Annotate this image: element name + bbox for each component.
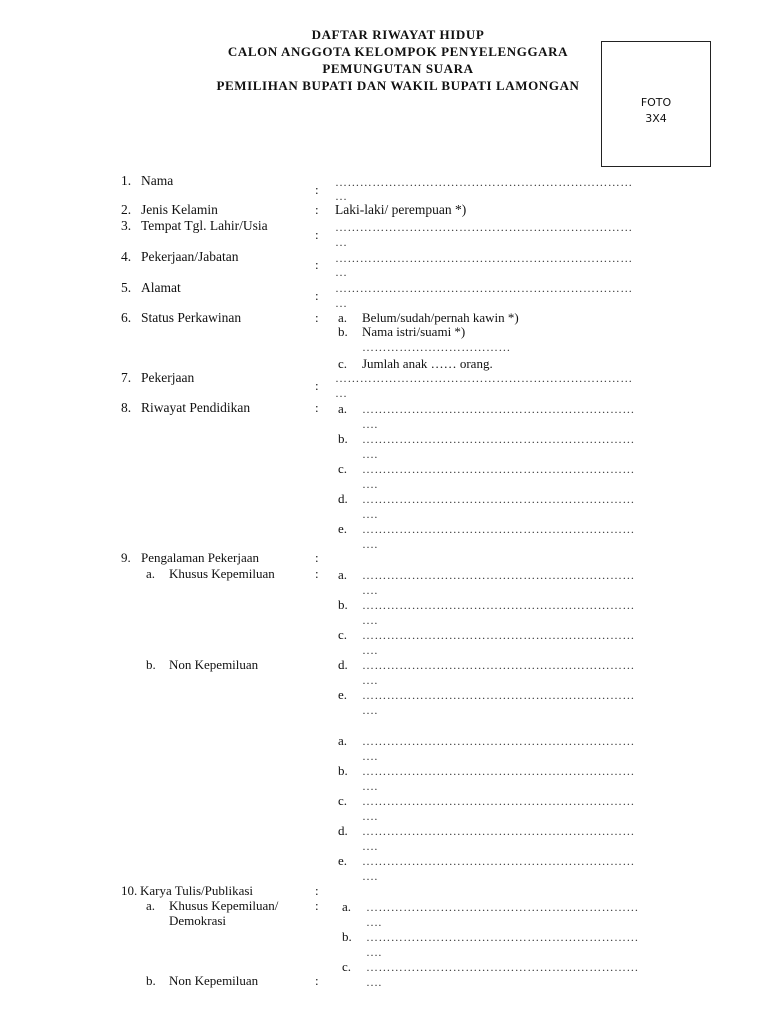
fill-line[interactable]: ……………………………… xyxy=(362,340,511,354)
fill-line[interactable]: ………………………………………………………… xyxy=(362,734,635,748)
colon: : xyxy=(315,973,319,988)
colon: : xyxy=(315,400,319,415)
fill-line[interactable]: ………………………………………………………… xyxy=(362,522,635,536)
colon: : xyxy=(315,288,319,303)
sub-letter: a. xyxy=(338,567,348,582)
colon: : xyxy=(315,898,319,913)
label-khusus-kepemiluan: Khusus Kepemiluan xyxy=(169,566,275,581)
fill-line[interactable]: ………………………………………………………… xyxy=(362,402,635,416)
photo-box xyxy=(601,41,711,167)
fill-line-tail: …. xyxy=(362,703,378,717)
sub-letter: b. xyxy=(338,763,348,778)
fill-line-tail: …. xyxy=(366,945,382,959)
label-non-kepemiluan: Non Kepemiluan xyxy=(169,973,259,988)
sub-letter: a. xyxy=(146,898,156,913)
sub-letter: c. xyxy=(338,793,348,808)
sub-letter: c. xyxy=(338,461,348,476)
colon: : xyxy=(315,378,319,393)
fill-line[interactable]: ………………………………………………………… xyxy=(366,930,639,944)
sub-letter: e. xyxy=(338,521,348,536)
colon: : xyxy=(315,227,319,242)
fill-line[interactable]: ………………………………………………………… xyxy=(366,960,639,974)
sub-letter: c. xyxy=(338,627,348,642)
item-number: 2. xyxy=(121,202,132,217)
colon: : xyxy=(315,550,319,565)
fill-line-tail: …. xyxy=(362,613,378,627)
status-option-marital[interactable]: Belum/sudah/pernah kawin *) xyxy=(362,310,519,325)
sub-letter: a. xyxy=(146,566,156,581)
fill-line-tail: … xyxy=(335,235,348,249)
label-ttl: Tempat Tgl. Lahir/Usia xyxy=(141,218,268,233)
colon: : xyxy=(315,202,319,217)
doc-subtitle-1: CALON ANGGOTA KELOMPOK PENYELENGGARA xyxy=(227,44,569,59)
label-karya-tulis: Karya Tulis/Publikasi xyxy=(140,883,254,898)
label-pekerjaan-jabatan: Pekerjaan/Jabatan xyxy=(141,249,239,264)
item-number: 4. xyxy=(121,249,132,264)
fill-line-tail: …. xyxy=(362,809,378,823)
fill-line[interactable]: ………………………………………………………… xyxy=(362,628,635,642)
fill-line-tail: … xyxy=(335,265,348,279)
sub-letter: b. xyxy=(146,973,156,988)
fill-line[interactable]: ……………………………………………………………… xyxy=(335,251,633,265)
fill-line-tail: …. xyxy=(362,779,378,793)
fill-line-tail: …. xyxy=(362,643,378,657)
colon: : xyxy=(315,257,319,272)
fill-line-tail: …. xyxy=(366,975,382,989)
sub-letter: c. xyxy=(338,356,348,371)
fill-line-tail: … xyxy=(335,386,348,400)
item-number: 5. xyxy=(121,280,132,295)
fill-line-tail: …. xyxy=(362,417,378,431)
status-option-spouse: Nama istri/suami *) xyxy=(362,324,466,339)
fill-line[interactable]: ………………………………………………………… xyxy=(362,824,635,838)
label-demokrasi: Demokrasi xyxy=(169,913,227,928)
item-number: 6. xyxy=(121,310,132,325)
item-number: 9. xyxy=(121,550,131,565)
sub-letter: e. xyxy=(338,853,348,868)
label-jenis-kelamin: Jenis Kelamin xyxy=(141,202,218,217)
fill-line[interactable]: ……………………………………………………………… xyxy=(335,281,633,295)
fill-line[interactable]: ………………………………………………………… xyxy=(362,462,635,476)
sub-letter: b. xyxy=(338,597,348,612)
sub-letter: d. xyxy=(338,657,348,672)
sub-letter: b. xyxy=(338,431,348,446)
fill-line-tail: …. xyxy=(362,869,378,883)
fill-line[interactable]: ………………………………………………………… xyxy=(362,854,635,868)
sub-letter: b. xyxy=(338,324,348,339)
fill-line-tail: … xyxy=(335,296,348,310)
sub-letter: a. xyxy=(342,899,352,914)
photo-size: 3X4 xyxy=(645,112,667,125)
fill-line-tail: …. xyxy=(362,507,378,521)
sub-letter: e. xyxy=(338,687,348,702)
fill-line[interactable]: ………………………………………………………… xyxy=(362,492,635,506)
label-nama: Nama xyxy=(141,173,174,188)
label-khusus-kepemiluan-demokrasi: Khusus Kepemiluan/ xyxy=(169,898,279,913)
colon: : xyxy=(315,310,319,325)
sub-letter: a. xyxy=(338,310,348,325)
sub-letter: a. xyxy=(338,401,348,416)
fill-line[interactable]: ………………………………………………………… xyxy=(362,598,635,612)
colon: : xyxy=(315,883,319,898)
photo-label: FOTO xyxy=(640,96,672,109)
doc-subtitle-3: PEMILIHAN BUPATI DAN WAKIL BUPATI LAMONGAN xyxy=(216,78,580,93)
fill-line-tail: …. xyxy=(362,477,378,491)
fill-line[interactable]: ………………………………………………………… xyxy=(362,688,635,702)
fill-line-tail: …. xyxy=(362,839,378,853)
doc-subtitle-2: PEMUNGUTAN SUARA xyxy=(322,61,474,76)
sub-letter: b. xyxy=(146,657,156,672)
fill-line-tail: …. xyxy=(362,749,378,763)
label-non-kepemiluan: Non Kepemiluan xyxy=(169,657,259,672)
item-number: 3. xyxy=(121,218,132,233)
label-pekerjaan: Pekerjaan xyxy=(141,370,195,385)
label-riwayat-pendidikan: Riwayat Pendidikan xyxy=(141,400,251,415)
fill-line[interactable]: ……………………………………………………………… xyxy=(335,175,633,189)
item-number: 8. xyxy=(121,400,132,415)
status-option-children[interactable]: Jumlah anak …… orang. xyxy=(362,356,493,371)
label-alamat: Alamat xyxy=(141,280,181,295)
colon: : xyxy=(315,182,319,197)
fill-line-tail: …. xyxy=(362,583,378,597)
fill-line[interactable]: ………………………………………………………… xyxy=(362,658,635,672)
item-number: 10. xyxy=(121,883,138,898)
fill-line[interactable]: ………………………………………………………… xyxy=(362,764,635,778)
fill-line[interactable]: ……………………………………………………………… xyxy=(335,220,633,234)
fill-line-tail: …. xyxy=(362,673,378,687)
fill-line-tail: … xyxy=(335,189,348,203)
fill-line[interactable]: ………………………………………………………… xyxy=(362,432,635,446)
label-pengalaman-pekerjaan: Pengalaman Pekerjaan xyxy=(141,550,260,565)
fill-line[interactable]: ………………………………………………………… xyxy=(362,794,635,808)
gender-options[interactable]: Laki-laki/ perempuan *) xyxy=(335,202,467,217)
fill-line-tail: …. xyxy=(366,915,382,929)
fill-line[interactable]: ………………………………………………………… xyxy=(362,568,635,582)
fill-line[interactable]: ………………………………………………………… xyxy=(366,900,639,914)
fill-line-tail: …. xyxy=(362,447,378,461)
sub-letter: b. xyxy=(342,929,352,944)
sub-letter: c. xyxy=(342,959,352,974)
colon: : xyxy=(315,566,319,581)
sub-letter: d. xyxy=(338,491,348,506)
fill-line[interactable]: ……………………………………………………………… xyxy=(335,371,633,385)
item-number: 7. xyxy=(121,370,132,385)
item-number: 1. xyxy=(121,173,132,188)
sub-letter: d. xyxy=(338,823,348,838)
fill-line-tail: …. xyxy=(362,537,378,551)
label-status-perkawinan: Status Perkawinan xyxy=(141,310,242,325)
doc-title: DAFTAR RIWAYAT HIDUP xyxy=(311,27,485,42)
sub-letter: a. xyxy=(338,733,348,748)
